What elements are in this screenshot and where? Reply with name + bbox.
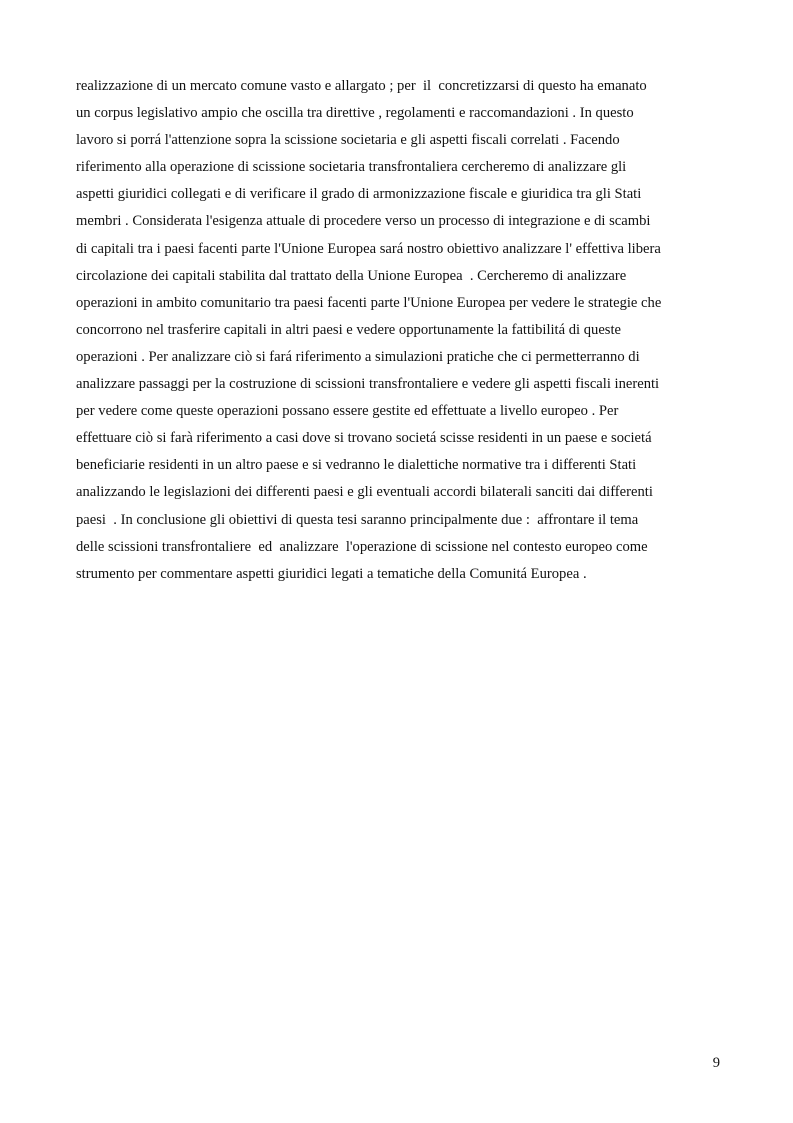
paragraph-line: operazioni in ambito comunitario tra paesi facenti parte l'Unione Europea per vedere le strategie che — [76, 294, 662, 311]
paragraph-line: riferimento alla operazione di scissione societaria transfrontaliera cercheremo di analizzare gli — [76, 159, 627, 176]
paragraph-line: paesi . In conclusione gli obiettivi di questa tesi saranno principalmente due : affrontare il tema — [76, 511, 639, 528]
paragraph-line: delle scissioni transfrontaliere ed analizzare l'operazione di scissione nel contesto europeo come — [76, 538, 648, 555]
paragraph-line: membri . Considerata l'esigenza attuale di procedere verso un processo di integrazione e di scambi — [76, 213, 651, 230]
paragraph-line: strumento per commentare aspetti giuridici legati a tematiche della Comunitá Europea . — [76, 565, 587, 582]
body-paragraph — [76, 73, 726, 588]
paragraph-line: effettuare ciò si farà riferimento a casi dove si trovano societá scisse residenti in un paese e societá — [76, 430, 652, 447]
paragraph-line: aspetti giuridici collegati e di verificare il grado di armonizzazione fiscale e giuridica tra gli Stati — [76, 186, 642, 203]
paragraph-line: concorrono nel trasferire capitali in altri paesi e vedere opportunamente la fattibilitá di queste — [76, 321, 622, 338]
paragraph-line: un corpus legislativo ampio che oscilla tra direttive , regolamenti e raccomandazioni . In questo — [76, 105, 634, 122]
paragraph-line: operazioni . Per analizzare ciò si fará riferimento a simulazioni pratiche che ci permetterranno di — [76, 348, 640, 365]
paragraph-line: circolazione dei capitali stabilita dal trattato della Unione Europea . Cercheremo di analizzare — [76, 267, 627, 284]
paragraph-line: realizzazione di un mercato comune vasto e allargato ; per il concretizzarsi di questo ha emanato — [76, 78, 647, 94]
paragraph-line: lavoro si porrá l'attenzione sopra la scissione societaria e gli aspetti fiscali correlati . Facendo — [76, 132, 620, 149]
page-number: 9 — [712, 1055, 720, 1071]
paragraph-line: di capitali tra i paesi facenti parte l'Unione Europea sará nostro obiettivo analizzare l' effettiva libera — [76, 240, 661, 257]
paragraph-line: per vedere come queste operazioni possano essere gestite ed effettuate a livello europeo . Per — [76, 403, 619, 420]
paragraph-line: analizzare passaggi per la costruzione di scissioni transfrontaliere e vedere gli aspetti fiscali inerenti — [76, 376, 660, 393]
paragraph-line: beneficiarie residenti in un altro paese e si vedranno le dialettiche normative tra i differenti Stati — [76, 457, 637, 474]
paragraph-line: analizzando le legislazioni dei differenti paesi e gli eventuali accordi bilaterali sanciti dai differenti — [76, 484, 653, 501]
